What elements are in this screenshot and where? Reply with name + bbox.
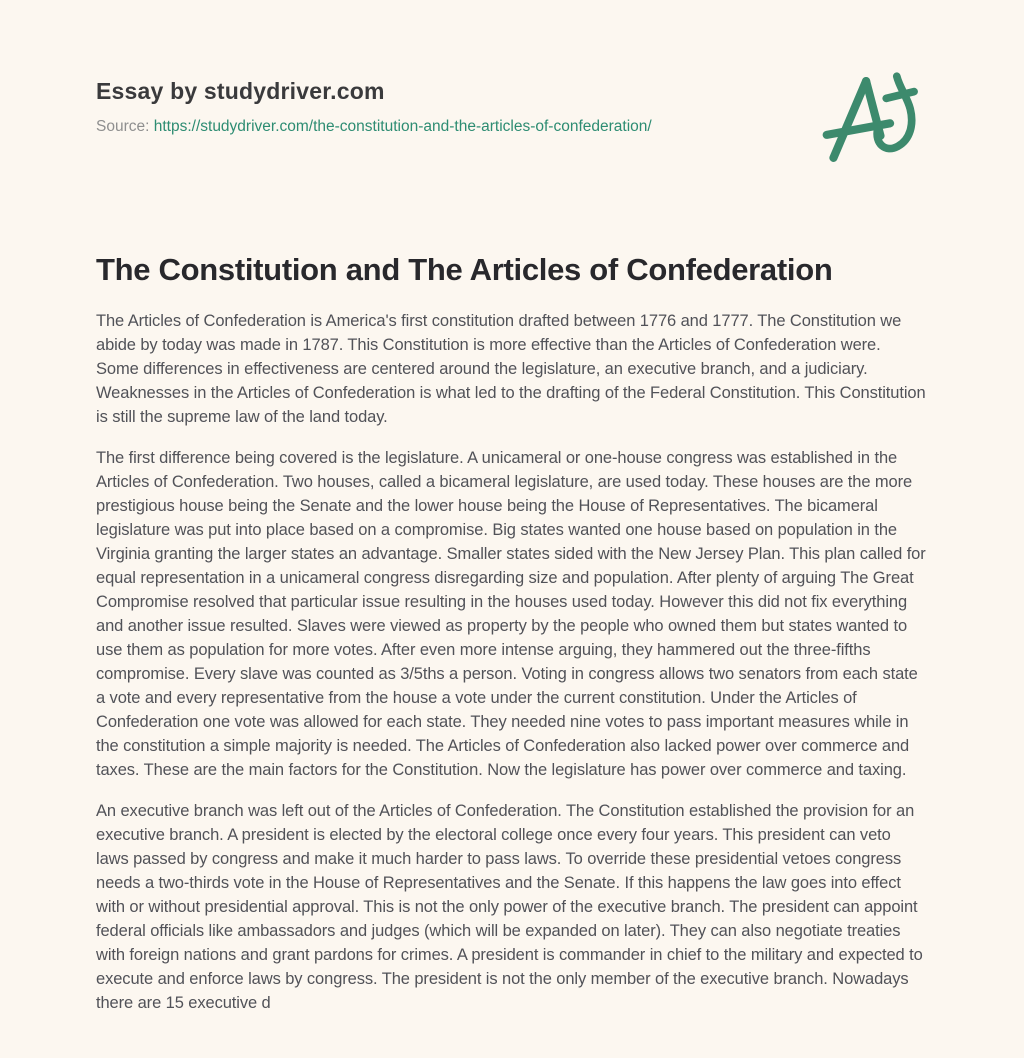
essay-byline: Essay by studydriver.com <box>96 78 385 104</box>
essay-body <box>96 252 926 1015</box>
source-line <box>96 118 926 136</box>
essay-title: The Constitution and The Articles of Confederation <box>96 252 833 287</box>
essay-paragraph: An executive branch was left out of the Articles of Confederation. The Constitution established the provision for an executive branch. A president is elected by the electoral college once every four years. This president can veto laws passed by congress and make it much harder to pass laws. To override these presidential vetoes congress needs a two-thirds vote in the House of Representatives and the Senate. If this happens the law goes into effect with or without presidential approval. This is not the only power of the executive branch. The president can appoint federal officials like ambassadors and judges (which will be expanded on later). They can also negotiate treaties with foreign nations and grant pardons for crimes. A president is commander in chief to the military and expected to execute and enforce laws by congress. The president is not the only member of the executive branch. Nowadays there are 15 executive d <box>96 802 923 1012</box>
a-plus-logo-icon <box>820 68 940 170</box>
source-link[interactable]: https://studydriver.com/the-constitution-and-the-articles-of-confederation/ <box>153 118 652 135</box>
essay-paragraph: The first difference being covered is the legislature. A unicameral or one-house congress was established in the Articles of Confederation. Two houses, called a bicameral legislature, are used today. These houses are the more prestigious house being the Senate and the lower house being the House of Representatives. The bicameral legislature was put into place based on a compromise. Big states wanted one house based on population in the Virginia granting the larger states an advantage. Smaller states sided with the New Jersey Plan. This plan called for equal representation in a unicameral congress disregarding size and population. After plenty of arguing The Great Compromise resolved that particular issue resulting in the houses used today. However this did not fix everything and another issue resulted. Slaves were viewed as property by the people who owned them but states wanted to use them as population for more votes. After even more intense arguing, they hammered out the three-fifths compromise. Every slave was counted as 3/5ths a person. Voting in congress allows two senators from each state a vote and every representative from the house a vote under the current constitution. Under the Articles of Confederation one vote was allowed for each state. They needed nine votes to pass important measures while in the constitution a simple majority is needed. The Articles of Confederation also lacked power over commerce and taxes. These are the main factors for the Constitution. Now the legislature has power over commerce and taxing. <box>96 449 926 779</box>
essay-header <box>96 78 926 136</box>
source-label: Source: <box>96 118 150 135</box>
essay-paragraphs <box>96 309 926 1015</box>
essay-paragraph: The Articles of Confederation is America's first constitution drafted between 1776 and 1777. The Constitution we abide by today was made in 1787. This Constitution is more effective than the Articles of Confederation were. Some differences in effectiveness are centered around the legislature, an executive branch, and a judiciary. Weaknesses in the Articles of Confederation is what led to the drafting of the Federal Constitution. This Constitution is still the supreme law of the land today. <box>96 312 926 426</box>
